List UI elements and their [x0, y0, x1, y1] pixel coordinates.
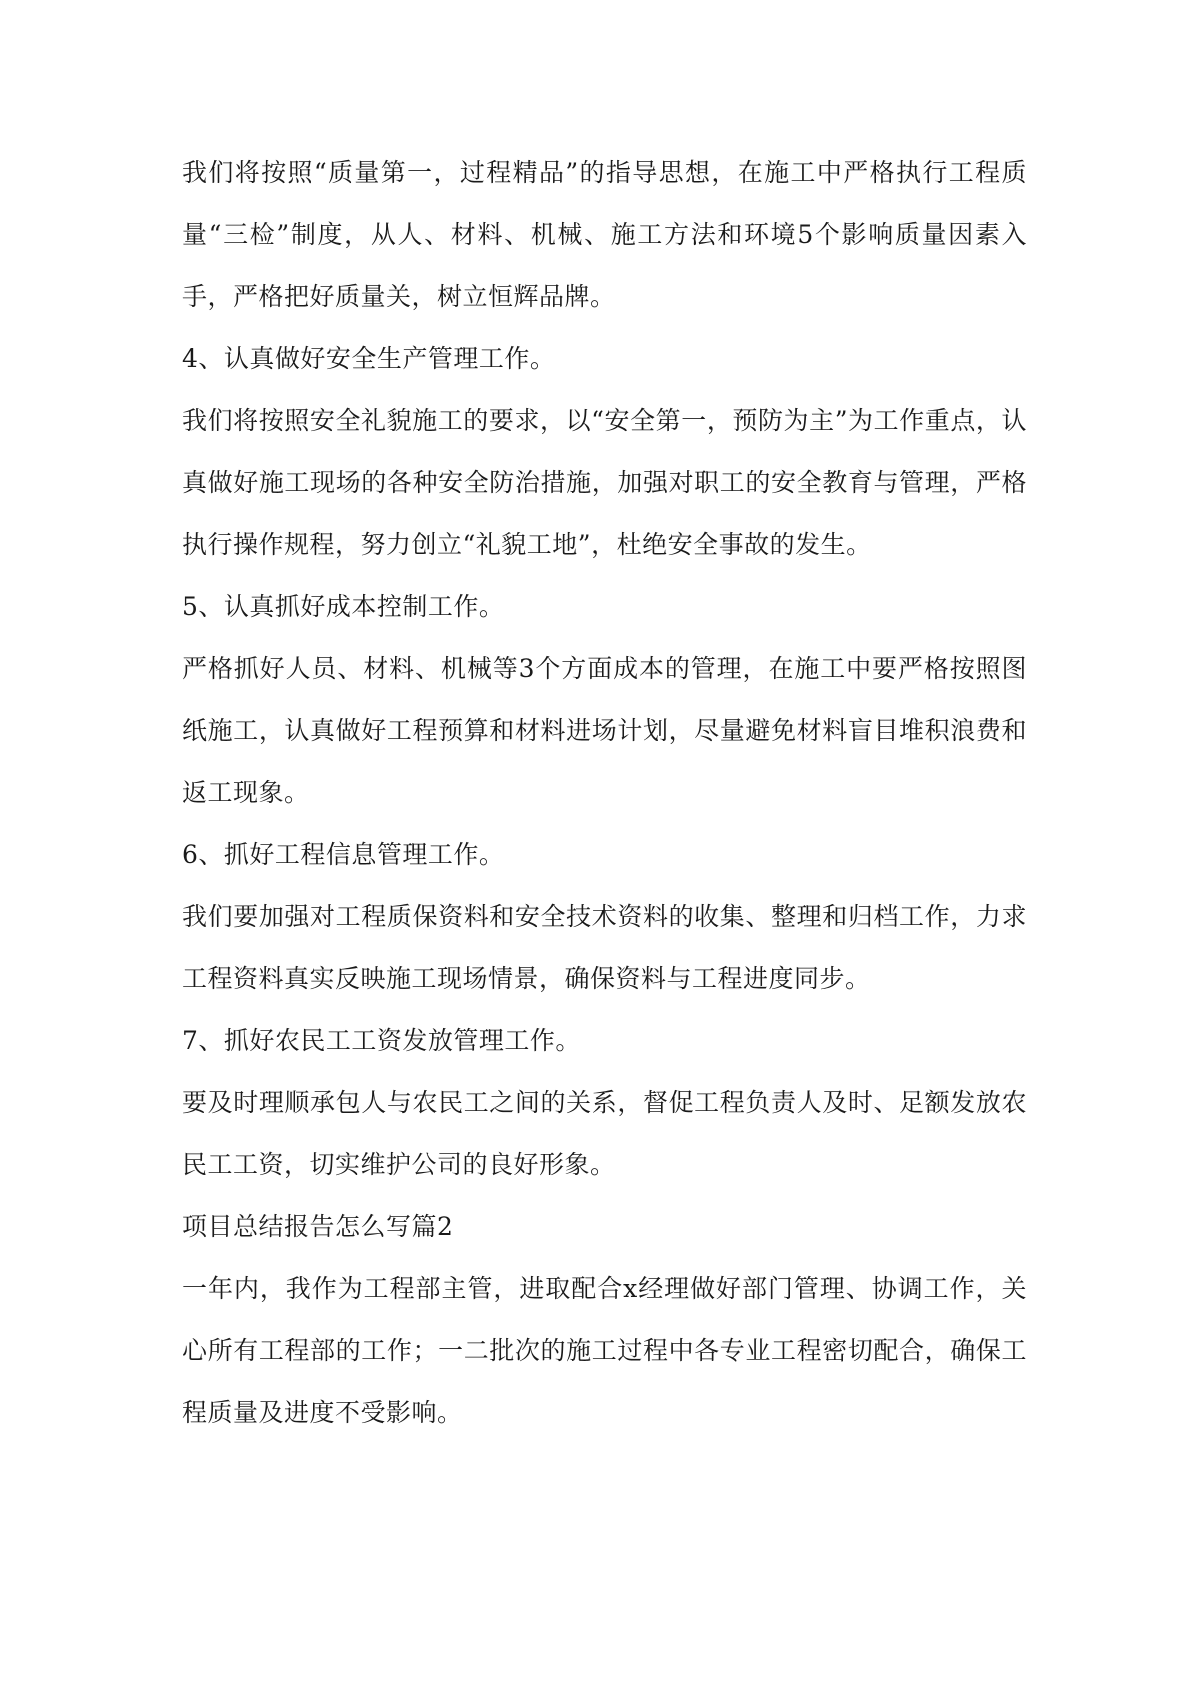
document-body — [182, 142, 1027, 1444]
heading-wage-management: 7、抓好农民工工资发放管理工作。 — [182, 1026, 581, 1055]
paragraph-report-part-2: 一年内，我作为工程部主管，进取配合x经理做好部门管理、协调工作，关心所有工程部的工作；一二批次的施工过程中各专业工程密切配合，确保工程质量及进度不受影响。 — [182, 1274, 1027, 1427]
heading-information-management: 6、抓好工程信息管理工作。 — [182, 840, 505, 869]
paragraph-quality-intro: 我们将按照“质量第一，过程精品”的指导思想，在施工中严格执行工程质量“三检”制度，从人、材料、机械、施工方法和环境5个影响质量因素入手，严格把好质量关，树立恒辉品牌。 — [182, 158, 1027, 311]
heading-safety-management: 4、认真做好安全生产管理工作。 — [182, 344, 556, 373]
paragraph-cost-control: 严格抓好人员、材料、机械等3个方面成本的管理，在施工中要严格按照图纸施工，认真做好工程预算和材料进场计划，尽量避免材料盲目堆积浪费和返工现象。 — [182, 654, 1027, 807]
paragraph-wage-management: 要及时理顺承包人与农民工之间的关系，督促工程负责人及时、足额发放农民工工资，切实维护公司的良好形象。 — [182, 1088, 1027, 1179]
paragraph-safety: 我们将按照安全礼貌施工的要求，以“安全第一，预防为主”为工作重点，认真做好施工现场的各种安全防治措施，加强对职工的安全教育与管理，严格执行操作规程，努力创立“礼貌工地”，杜绝安全事故的发生。 — [182, 406, 1027, 559]
heading-cost-control: 5、认真抓好成本控制工作。 — [182, 592, 505, 621]
paragraph-information-management: 我们要加强对工程质保资料和安全技术资料的收集、整理和归档工作，力求工程资料真实反映施工现场情景，确保资料与工程进度同步。 — [182, 902, 1027, 993]
heading-report-part-2: 项目总结报告怎么写篇2 — [182, 1212, 454, 1241]
